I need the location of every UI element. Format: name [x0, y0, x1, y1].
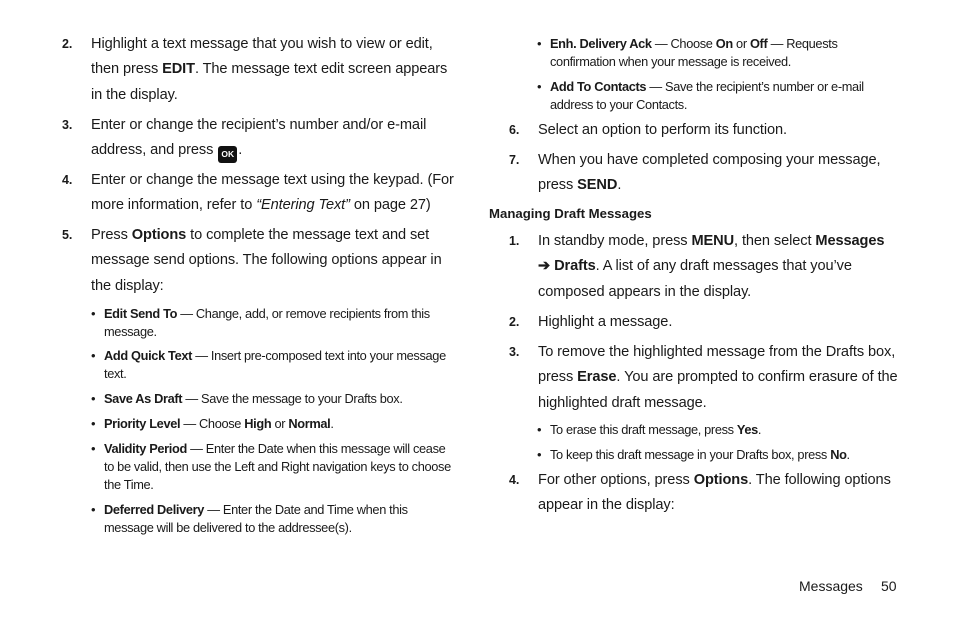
step-3: 3. Enter or change the recipient’s number and/or e-mail address, and press OK . [62, 113, 454, 164]
drafts-step-4: 4. For other options, press Options. The following options appear in the display: [509, 472, 891, 514]
option-add-quick-text: • Add Quick Text — Insert pre-composed text into your message text. [91, 348, 446, 382]
ok-key-icon: OK [218, 146, 237, 163]
option-deferred-delivery: • Deferred Delivery — Enter the Date and Time when this message will be delivered to the addressee(s). [91, 502, 408, 536]
drafts-step-1: 1. In standby mode, press MENU, then select Messages ➔ Drafts. A list of any draft messages that you’ve composed appears in the display. [509, 233, 885, 300]
option-validity-period: • Validity Period — Enter the Date when this message will cease to be valid, then use the Left and Right navigation keys to choose the Time. [91, 441, 451, 493]
option-priority-level: • Priority Level — Choose High or Normal. [91, 416, 334, 431]
erase-yes-bullet: • To erase this draft message, press Yes. [537, 422, 762, 437]
option-edit-send-to: • Edit Send To — Change, add, or remove recipients from this message. [91, 306, 430, 340]
step-7: 7. When you have completed composing your message, press SEND. [509, 152, 881, 194]
step-6: 6. Select an option to perform its function. [509, 122, 787, 138]
option-add-to-contacts: • Add To Contacts — Save the recipient’s number or e-mail address to your Contacts. [537, 79, 864, 113]
drafts-step-2: 2. Highlight a message. [509, 314, 673, 330]
step-2: 2. Highlight a text message that you wish to view or edit, then press EDIT. The message text edit screen appears in the display. [62, 36, 448, 103]
footer-section: Messages [799, 578, 863, 594]
option-enh-delivery-ack: • Enh. Delivery Ack — Choose On or Off — Requests confirmation when your message is received. [537, 36, 838, 70]
drafts-step-3: 3. To remove the highlighted message from the Drafts box, press Erase. You are prompted to confirm erasure of the highlighted draft message. [509, 344, 898, 411]
step-5: 5. Press Options to complete the message text and set message send options. The following options appear in the display: [62, 227, 442, 294]
step-4: 4. Enter or change the message text using the keypad. (For more information, refer to “Entering Text” on page 27) [62, 172, 454, 214]
section-heading: Managing Draft Messages [489, 206, 652, 221]
option-save-as-draft: • Save As Draft — Save the message to your Drafts box. [91, 391, 403, 406]
page-number: 50 [881, 578, 897, 594]
cross-reference: “Entering Text” [256, 197, 350, 214]
erase-no-bullet: • To keep this draft message in your Drafts box, press No. [537, 447, 850, 462]
